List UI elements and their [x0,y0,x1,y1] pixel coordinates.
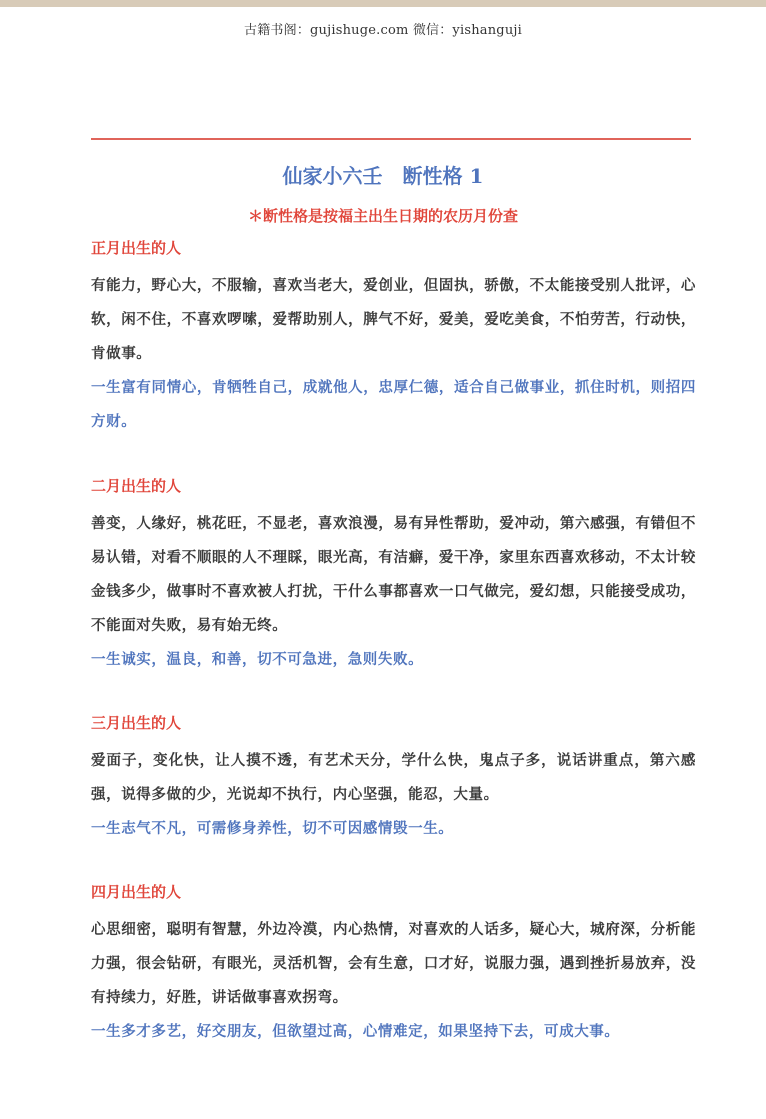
section-heading: 二月出生的人 [91,477,182,495]
page-subtitle-note: ＊断性格是按福主出生日期的农历月份查 [247,207,518,225]
section-month-1 [91,236,696,439]
title-divider [91,138,691,140]
site-header: 古籍书阁：gujishuge.com 微信：yishanguji [244,23,522,38]
section-advice: 一生诚实，温良，和善，切不可急进，急则失败。 [91,652,424,668]
section-month-3 [91,711,696,846]
section-description: 心思细密，聪明有智慧，外边冷漠，内心热情，对喜欢的人话多，疑心大，城府深，分析能力强，很会钻研，有眼光，灵活机智，会有生意，口才好，说服力强，遇到挫折易放弃，没有持续力，好胜，讲话做事喜欢拐弯。 [91,922,696,1006]
section-description: 有能力，野心大，不服输，喜欢当老大，爱创业，但固执，骄傲，不太能接受别人批评，心软，闲不住，不喜欢啰嗦，爱帮助别人，脾气不好，爱美，爱吃美食，不怕劳苦，行动快，肯做事。 [91,278,696,362]
section-description: 爱面子，变化快，让人摸不透，有艺术天分，学什么快，鬼点子多，说话讲重点，第六感强，说得多做的少，光说却不执行，内心坚强，能忍，大量。 [91,753,696,803]
section-advice: 一生多才多艺，好交朋友，但欲望过高，心情难定，如果坚持下去，可成大事。 [91,1024,620,1040]
section-month-4 [91,880,696,1049]
section-heading: 正月出生的人 [91,239,182,257]
section-advice: 一生志气不凡，可需修身养性，切不可因感情毁一生。 [91,821,454,837]
section-advice: 一生富有同情心，肯牺牲自己，成就他人，忠厚仁德，适合自己做事业，抓住时机，则招四方财。 [91,380,696,430]
section-description: 善变，人缘好，桃花旺，不显老，喜欢浪漫，易有异性帮助，爱冲动，第六感强，有错但不易认错，对看不顺眼的人不理睬，眼光高，有洁癖，爱干净，家里东西喜欢移动，不太计较金钱多少，做事时不喜欢被人打扰，干什么事都喜欢一口气做完，爱幻想，只能接受成功，不能面对失败，易有始无终。 [91,516,696,634]
section-heading: 三月出生的人 [91,714,182,732]
section-heading: 四月出生的人 [91,883,182,901]
top-border-band [0,0,766,7]
section-month-2 [91,474,696,677]
page-title: 仙家小六壬 断性格 1 [282,164,484,188]
